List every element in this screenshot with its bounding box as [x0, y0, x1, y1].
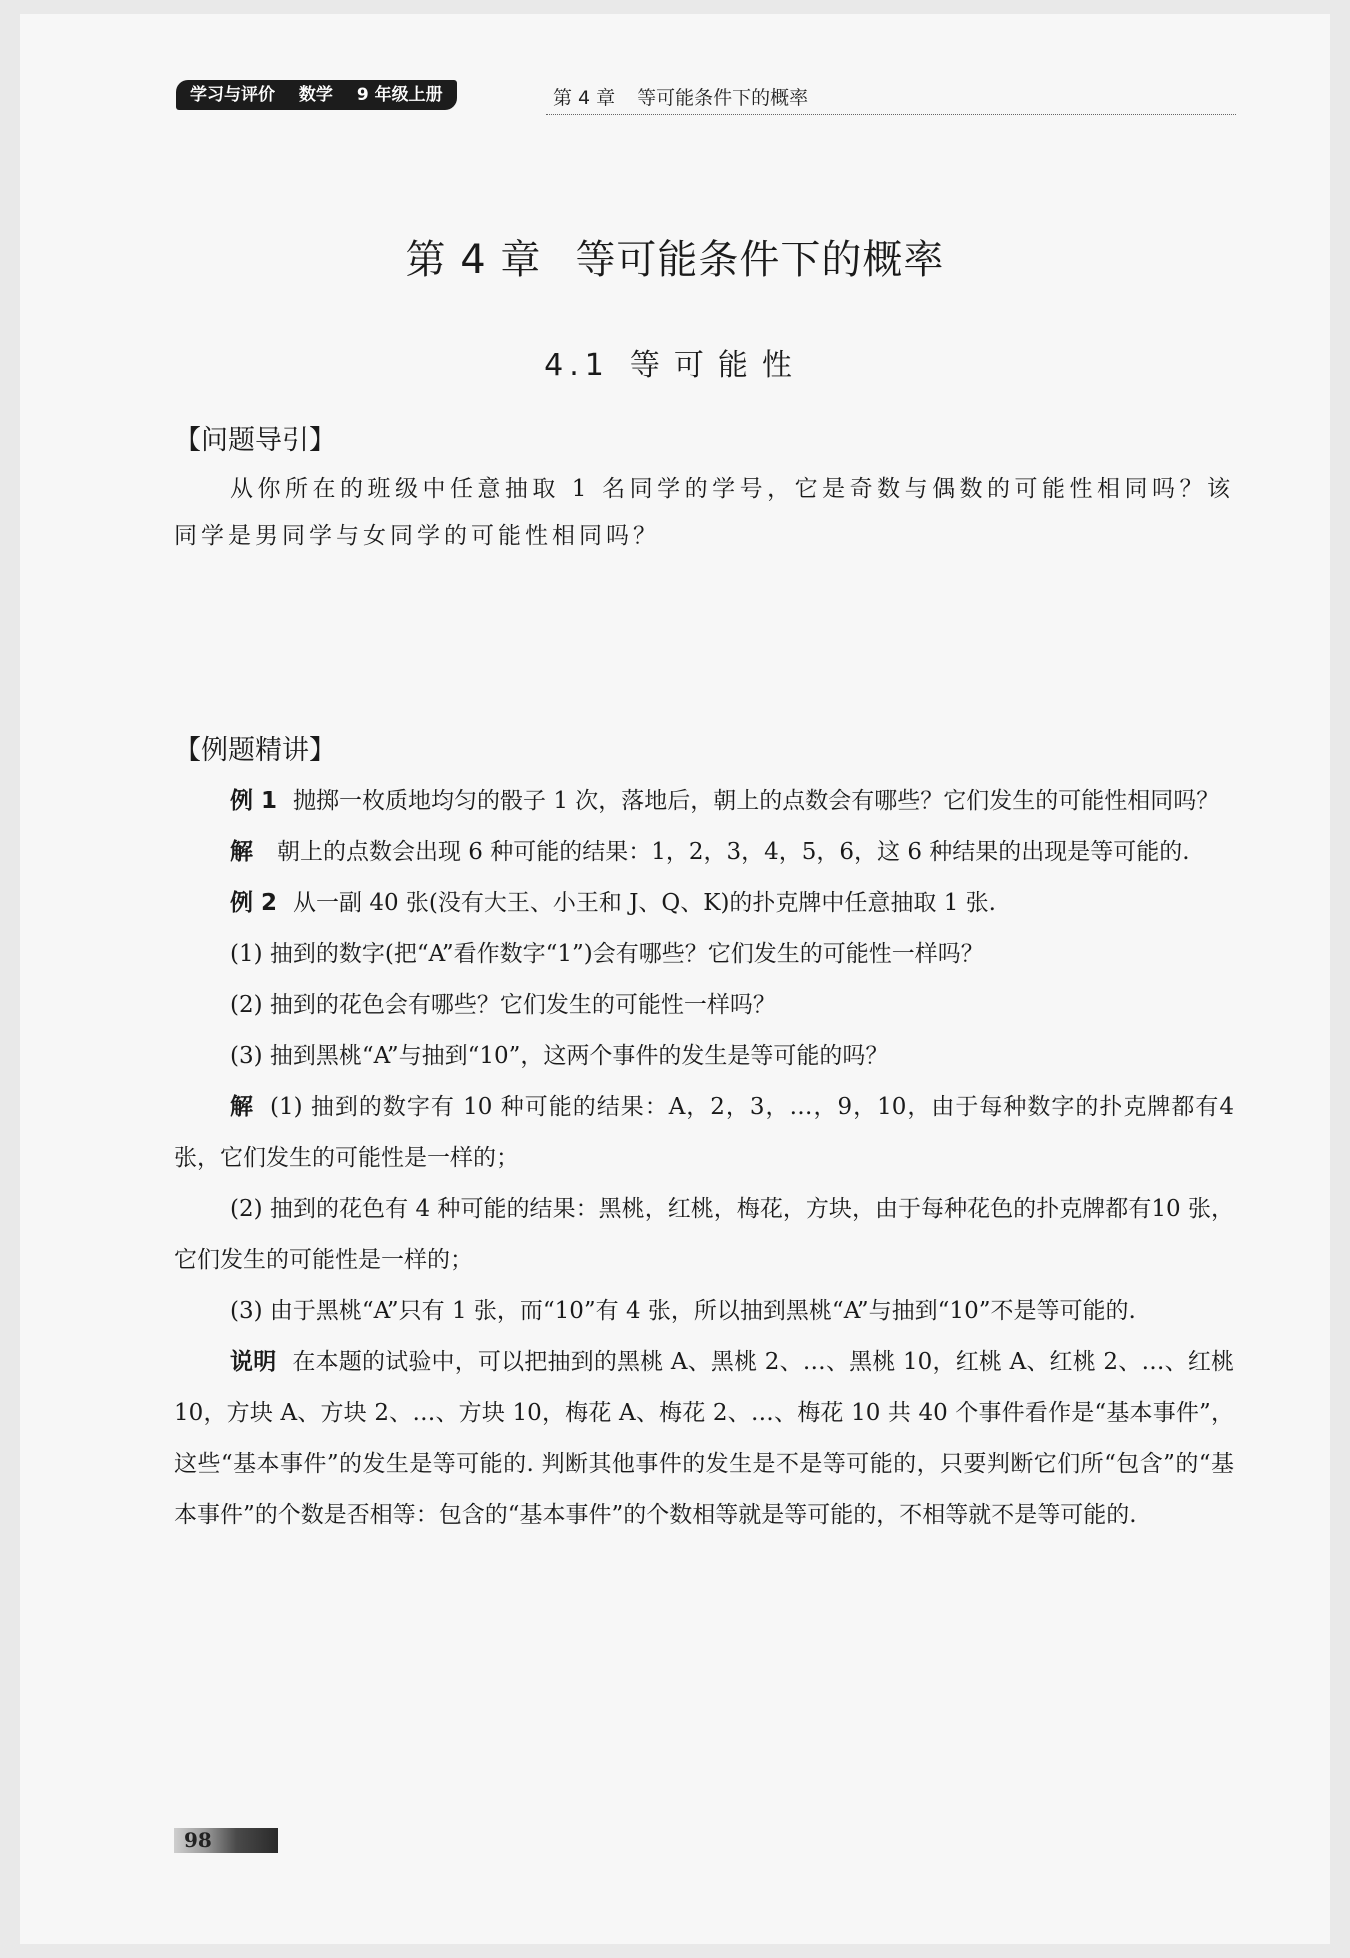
guide-text: 从你所在的班级中任意抽取 1 名同学的学号，它是奇数与偶数的可能性相同吗？该同学是男同学与女同学的可能性相同吗？ — [174, 476, 1234, 549]
example-2-solution-3: (3) 由于黑桃“A”只有 1 张，而“10”有 4 张，所以抽到黑桃“A”与抽到“10”不是等可能的. — [230, 1298, 1136, 1324]
running-chapter-title — [553, 83, 808, 110]
example-2-label: 例 2 — [230, 890, 278, 916]
example-1-label: 例 1 — [230, 788, 278, 814]
note-text: 在本题的试验中，可以把抽到的黑桃 A、黑桃 2、…、黑桃 10，红桃 A、红桃 2、…、红桃 10，方块 A、方块 2、…、方块 10，梅花 A、梅花 2、…、梅花 10 共 40 个事件看作是“基本事件”，这些“基本事件”的发生是等可能的. 判断其他事件的发生是不是等可能的，只要判断它们所“包含”的“基本事件”的个数是否相等：包含的“基本事件”的个数相等就是等可能的，不相等就不是等可能的. — [174, 1349, 1235, 1528]
chapter-title — [0, 228, 1350, 285]
example-2-q3: (3) 抽到黑桃“A”与抽到“10”，这两个事件的发生是等可能的吗？ — [230, 1043, 889, 1069]
example-1-question: 抛掷一枚质地均匀的骰子 1 次，落地后，朝上的点数会有哪些？它们发生的可能性相同吗？ — [293, 788, 1220, 814]
example-1-solution: 朝上的点数会出现 6 种可能的结果：1，2，3，4，5，6，这 6 种结果的出现是等可能的. — [277, 839, 1190, 865]
running-header — [158, 80, 1238, 116]
header-dotted-rule — [546, 114, 1236, 115]
example-2-q2: (2) 抽到的花色会有哪些？它们发生的可能性一样吗？ — [230, 992, 776, 1018]
book-grade: 9 年级上册 — [356, 85, 443, 105]
page-number: 98 — [184, 1828, 212, 1852]
running-chapter-name: 等可能条件下的概率 — [637, 87, 809, 109]
example-2-question-para — [174, 878, 1234, 929]
section-name: 等可能性 — [629, 348, 806, 383]
example-2-q1: (1) 抽到的数字(把“A”看作数字“1”)会有哪些？它们发生的可能性一样吗？ — [230, 941, 984, 967]
example-1-question-para — [174, 776, 1234, 827]
examples-heading: 【例题精讲】 — [174, 735, 336, 766]
section-number: 4.1 — [544, 348, 610, 383]
example-2-solution-2: (2) 抽到的花色有 4 种可能的结果：黑桃，红桃，梅花，方块，由于每种花色的扑克牌都有10 张，它们发生的可能性是一样的； — [174, 1196, 1234, 1273]
chapter-title-no: 第 4 章 — [405, 237, 542, 283]
book-subject: 数学 — [298, 85, 333, 105]
note-label: 说明 — [230, 1349, 277, 1375]
section-title — [0, 340, 1350, 384]
page-number-tab — [174, 1828, 278, 1853]
guide-heading: 【问题导引】 — [174, 425, 336, 456]
chapter-title-name: 等可能条件下的概率 — [575, 237, 945, 283]
book-title: 学习与评价 — [190, 85, 275, 105]
note-para — [174, 1337, 1234, 1541]
example-2-solution-label: 解 — [230, 1094, 254, 1120]
example-1-solution-para — [174, 827, 1234, 878]
example-2-solution-1: (1) 抽到的数字有 10 种可能的结果：A，2，3，…，9，10，由于每种数字的扑克牌都有4 张，它们发生的可能性是一样的； — [174, 1094, 1234, 1171]
example-1-solution-label: 解 — [230, 839, 253, 865]
example-2-solution-1-para — [174, 1082, 1234, 1184]
book-series-tag — [176, 80, 457, 110]
running-chapter-no: 第 4 章 — [553, 87, 616, 109]
example-2-question: 从一副 40 张(没有大王、小王和 J、Q、K)的扑克牌中任意抽取 1 张. — [293, 890, 996, 916]
guide-text-block — [174, 466, 1234, 560]
examples-body — [174, 776, 1234, 1541]
